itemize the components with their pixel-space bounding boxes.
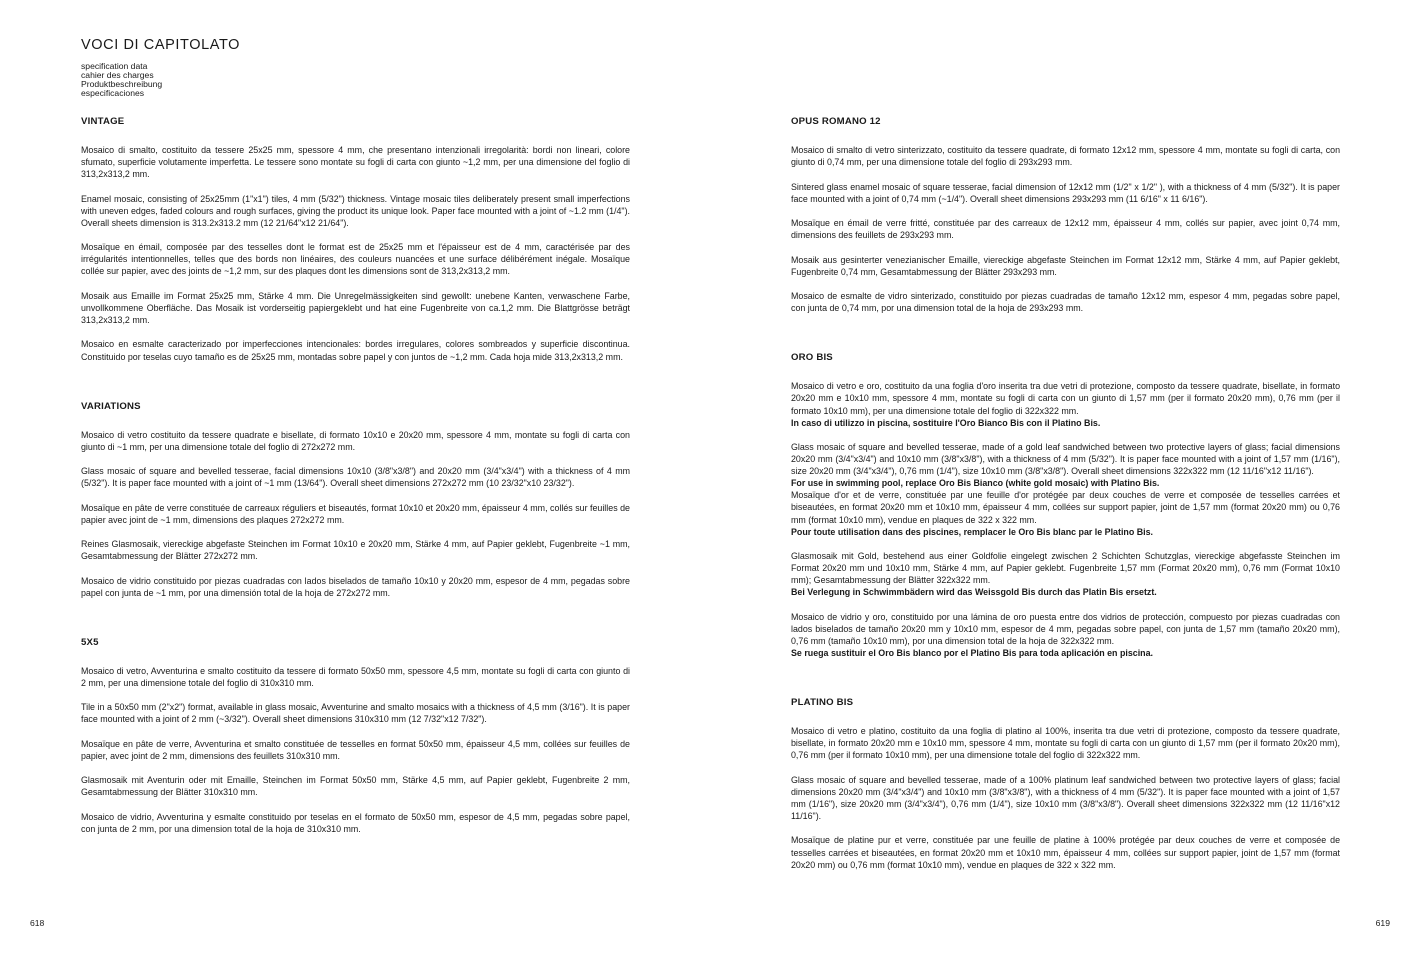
right-column: [791, 116, 1340, 909]
spec-text: Glasmosaik mit Gold, bestehend aus einer Goldfolie eingelegt zwischen 2 Schichten Schutzglas, viereckige abgefasste Steinchen im Format 20x20 mm und 10x10 mm, Stärke 4 mm, auf Papier geklebt. Fugenbreite 1,57 mm (Format 20x20 mm), 0,76 mm (Format 10x10 mm); Gesamtabmessung der Blätter 322x322 mm.: [791, 551, 1340, 586]
section-heading: VARIATIONS: [81, 400, 141, 412]
pool-usage-note: For use in swimming pool, replace Oro Bis Bianco (white gold mosaic) with Platino Bis.: [791, 478, 1160, 489]
section-heading: ORO BIS: [791, 352, 833, 364]
spec-paragraph: [81, 502, 630, 526]
spec-paragraph: [791, 144, 1340, 168]
spec-text: Mosaico de vidrio y oro, constituido por una lámina de oro puesta entre dos vidrios de protección, compuesto por piezas cuadradas con lados biselados de tamaño 20x20 mm y 10x10 mm, espesor de 4 mm, pegadas sobre papel, con junta de 1,57 mm (tamaño 20x20 mm), 0,76 mm (tamaño 10x10 mm), por una dimension total de la hoja de 322x322 mm.: [791, 611, 1340, 646]
spec-text: Mosaico di vetro, Avventurina e smalto costituito da tessere di formato 50x50 mm, spessore 4,5 mm, montate su fogli di carta con giunto di 2 mm, per una dimensione totale del foglio di 310x310 mm.: [81, 665, 630, 688]
pool-usage-note: Se ruega sustituir el Oro Bis blanco por el Platino Bis para toda aplicación en piscina.: [791, 647, 1153, 658]
spec-paragraph: [81, 738, 630, 762]
spec-paragraph: [791, 217, 1340, 241]
section-heading: OPUS ROMANO 12: [791, 116, 881, 127]
spec-paragraph: [791, 774, 1340, 822]
spec-text: Mosaico de vidrio, Avventurina y esmalte constituido por teselas en el formato de 50x50 mm, espesor de 4,5 mm, pegadas sobre papel, con junta de 2 mm, por una dimension total de la hoja de 310x310 mm.: [81, 811, 630, 834]
pool-usage-note: Pour toute utilisation dans des piscines, remplacer le Oro Bis blanc par le Platino Bis.: [791, 526, 1153, 537]
spec-text: Mosaico de esmalte de vidro sinterizado, constituido por piezas cuadradas de tamaño 12x12 mm, espesor 4 mm, pegadas sobre papel, con junta de 0,74 mm, por una dimension total de la hoja de 293x293 mm.: [791, 291, 1340, 314]
spec-paragraph: [81, 290, 630, 326]
spec-text: Glasmosaik mit Aventurin oder mit Emaille, Steinchen im Format 50x50 mm, Stärke 4,5 mm, auf Papier geklebt, Fugenbreite 2 mm, Gesamtabmessung der Blätter 310x310 mm.: [81, 775, 630, 798]
spec-text: Mosaïque en émail de verre fritté, constituée par des carreaux de 12x12 mm, épaisseur 4 mm, collés sur papier, avec joint 0,74 mm, dimensions des feuillets de 293x293 mm.: [791, 218, 1340, 241]
spec-text: Glass mosaic of square and bevelled tesserae, made of a gold leaf sandwiched between two protective layers of glass; facial dimensions 20x20 mm (3/4"x3/4") and 10x10 mm (3/8"x3/8"), with a thickness of 4 mm (5/32"). It is paper face mounted with a joint of 1,57 mm (1/16"), size 20x20 mm (3/4"x3/4"), 0,76 mm (1/4"), size 10x10 mm (3/8"x3/8"). Overall sheet dimensions 322x322 mm (12 11/16"x12 11/16").: [791, 441, 1340, 477]
spec-paragraph: [791, 441, 1340, 538]
right-page: [710, 0, 1420, 968]
spec-text: Mosaïque en pâte de verre, Avventurina et smalto constituée de tesselles en format 50x50 mm, épaisseur 4,5 mm, collées sur feuilles de papier, avec joint de 2 mm, dimensions des feuillets 310x310 mm.: [81, 738, 630, 761]
spec-paragraph: [81, 665, 630, 689]
spec-text: Mosaïque d'or et de verre, constituée par une feuille d'or protégée par deux couches de verre et composée de tesselles carrées et biseautées, en format 20x20 mm et 10x10 mm, épaisseur 4 mm, collées sur support papier, joint de 1,57 mm (format 20x20 mm) ou 0,76 mm (format 10x10 mm), vendue en plaques de 322 x 322 mm.: [791, 490, 1340, 525]
left-column: [81, 116, 630, 873]
spec-section: [81, 401, 630, 599]
spec-paragraph: [791, 834, 1340, 870]
spec-section: [791, 352, 1340, 659]
spec-paragraph: [791, 611, 1340, 659]
spec-paragraph: [81, 193, 630, 229]
spec-paragraph: [791, 181, 1340, 205]
page-number: 619: [1375, 918, 1390, 928]
spec-text: Tile in a 50x50 mm (2"x2") format, available in glass mosaic, Avventurine and smalto mosaics with a thickness of 4,5 mm (3/16"). It is paper face mounted with a joint of 2 mm (~3/32"). Overall sheet dimensions 310x310 mm (12 7/32"x12 7/32").: [81, 702, 630, 725]
section-heading: VINTAGE: [81, 116, 125, 127]
section-heading: PLATINO BIS: [791, 697, 854, 709]
spec-paragraph: [791, 380, 1340, 428]
spec-text: Mosaik aus gesinterter venezianischer Emaille, viereckige abgefaste Steinchen im Format 12x12 mm, Stärke 4 mm, auf Papier geklebt, Fugenbreite 0,74 mm, Gesamtabmessung der Blätter 293x293 mm.: [791, 254, 1340, 277]
section-heading: 5X5: [81, 636, 99, 648]
spec-text: Mosaico di smalto di vetro sinterizzato, costituito da tessere quadrate, di formato 12x12 mm, spessore 4 mm, montate su fogli di carta, con giunto di 0,74 mm, per una dimensione totale del foglio di 293x293 mm.: [791, 145, 1340, 168]
spec-section: [791, 116, 1340, 314]
spec-paragraph: [81, 811, 630, 835]
spec-paragraph: [81, 241, 630, 277]
spec-text: Reines Glasmosaik, viereckige abgefaste Steinchen im Format 10x10 e 20x20 mm, Stärke 4 mm, auf Papier geklebt, Fugenbreite ~1 mm, Gesamtabmessung der Blätter 272x272 mm.: [81, 539, 630, 562]
spec-paragraph: [81, 538, 630, 562]
spec-text: Mosaïque en émail, composée par des tesselles dont le format est de 25x25 mm et l'épaisseur est de 4 mm, caractérisée par des irrégularités intentionnelles, telles que des bords non linéaires, des couleurs nuancées et une surface délibérément inégale. Mosaïque collée sur papier, avec des joints de ~1,2 mm, sur des plaques dont les dimensions sont de 313,2x313,2 mm.: [81, 242, 630, 277]
spec-text: Glass mosaic of square and bevelled tesserae, made of a 100% platinum leaf sandwiched between two protective layers of glass; facial dimensions 20x20 mm (3/4"x3/4") and 10x10 mm (3/8"x3/8"), with a thickness of 4 mm (5/32"). It is paper face mounted with a joint of 1,57 mm (1/16"), size 20x20 mm (3/4"x3/4"), 0,76 mm (1/4"), size 10x10 mm (3/8"x3/8"). Overall sheet dimensions 322x322 mm (12 11/16"x12 11/16").: [791, 774, 1340, 822]
spec-paragraph: [81, 338, 630, 362]
page-title: VOCI DI CAPITOLATO: [81, 37, 241, 53]
subtitle-line: specification data: [81, 61, 148, 71]
spec-paragraph: [81, 701, 630, 725]
spec-text: Mosaico de vidrio constituido por piezas cuadradas con lados biselados de tamaño 10x10 y 20x20 mm, espesor de 4 mm, pegadas sobre papel con junta de ~1 mm, por una dimensión total de la hoja de 272x272 mm.: [81, 575, 630, 598]
page-number: 618: [30, 918, 45, 928]
spec-text: Sintered glass enamel mosaic of square tesserae, facial dimension of 12x12 mm (1/2" x 1/2" ), with a thickness of 4 mm (5/32"). It is paper face mounted with a joint of 0,74 mm (~1/4"). Overall sheet dimensions 293x293 mm (11 6/16" x 11 6/16").: [791, 181, 1340, 204]
spec-paragraph: [791, 550, 1340, 598]
spec-paragraph: [81, 465, 630, 489]
subtitle-line: especificaciones: [81, 88, 145, 98]
spec-text: Mosaïque en pâte de verre constituée de carreaux réguliers et biseautés, format 10x10 et 20x20 mm, épaisseur 4 mm, collés sur feuilles de papier avec joint de ~1 mm, dimensions des plaques 272x272 mm.: [81, 502, 630, 525]
spec-text: Glass mosaic of square and bevelled tesserae, facial dimensions 10x10 (3/8"x3/8") and 20x20 mm (3/4"x3/4") with a thickness of 4 mm (5/32"). It is paper face mounted with a joint of ~1 mm (13/64"). Overall sheet dimensions 272x272 mm (10 23/32"x10 23/32").: [81, 466, 630, 489]
pool-usage-note: Bei Verlegung in Schwimmbädern wird das Weissgold Bis durch das Platin Bis ersetzt.: [791, 587, 1157, 598]
subtitle-list: [81, 62, 162, 98]
spec-text: Enamel mosaic, consisting of 25x25mm (1"x1") tiles, 4 mm (5/32") thickness. Vintage mosaic tiles deliberately present small imperfections with uneven edges, faded colours and rough surfaces, giving the product its unique look. Paper face mounted with a joint of ~1.2 mm (1/4"). Overall sheets dimension is 313.2x313.2 mm (12 21/64"x12 21/64").: [81, 193, 630, 228]
spec-text: Mosaico di vetro e platino, costituito da una foglia di platino al 100%, inserita tra due vetri di protezione, composto da tessere quadrate, bisellate, in formato 20x20 mm e 10x10 mm, spessore 4 mm, montate su fogli di carta con un giunto di 1,57 mm (per il formato 20x20 mm), 0,76 mm (per il formato 10x10 mm), per una dimensione totale del foglio di 322x322 mm.: [791, 726, 1340, 761]
spec-paragraph: [81, 429, 630, 453]
spec-text: Mosaik aus Emaille im Format 25x25 mm, Stärke 4 mm. Die Unregelmässigkeiten sind gewollt: unebene Kanten, verwaschene Farbe, unvollkommene Oberfläche. Das Mosaik ist vorderseitig papiergeklebt und hat eine Fugenbreite von ca.1,2 mm. Die Blattgrösse beträgt 313,2x313,2 mm.: [81, 290, 630, 326]
spec-paragraph: [791, 254, 1340, 278]
spec-paragraph: [81, 144, 630, 180]
pool-usage-note: In caso di utilizzo in piscina, sostituire l'Oro Bianco Bis con il Platino Bis.: [791, 417, 1101, 428]
spec-text: Mosaico di vetro e oro, costituito da una foglia d'oro inserita tra due vetri di protezione, composto da tessere quadrate, bisellate, in formato 20x20 mm e 10x10 mm, spessore 4 mm, montate su fogli di carta con un giunto di 1,57 mm (per il formato 20x20 mm), 0,76 mm (per il formato 10x10 mm), per una dimensione totale del foglio di 322x322 mm.: [791, 381, 1340, 416]
spec-paragraph: [791, 290, 1340, 314]
spec-section: [81, 116, 630, 363]
subtitle-line: cahier des charges: [81, 70, 154, 80]
spec-text: Mosaïque de platine pur et verre, constituée par une feuille de platine à 100% protégée par deux couches de verre et composée de tesselles carrées et biseautées, en format 20x20 mm et 10x10 mm, épaisseur 4 mm, collées sur support papier, joint de 1,57 mm (format 20x20 mm) ou 0,76 mm (format 10x10 mm), vendue en plaques de 322 x 322 mm.: [791, 835, 1340, 870]
spec-text: Mosaico di vetro costituito da tessere quadrate e bisellate, di formato 10x10 e 20x20 mm, spessore 4 mm, montate su fogli di carta con giunto di ~1 mm, per una dimensione totale del foglio di 272x272 mm.: [81, 429, 630, 452]
spec-paragraph: [81, 575, 630, 599]
spec-paragraph: [791, 725, 1340, 761]
spec-section: [791, 697, 1340, 871]
subtitle-line: Produktbeschreibung: [81, 79, 163, 89]
spec-section: [81, 637, 630, 835]
spec-text: Mosaico di smalto, costituito da tessere 25x25 mm, spessore 4 mm, che presentano intenzionali irregolarità: bordi non lineari, colore sfumato, superficie volutamente imperfetta. Le tessere sono montate su fogli di carta con giunto ~1,2 mm, per una dimensione del foglio di 313,2x313,2 mm.: [81, 145, 630, 180]
spec-paragraph: [81, 774, 630, 798]
spec-text: Mosaico en esmalte caracterizado por imperfecciones intencionales: bordes irregulares, colores sombreados y superficie discontinua. Constituido por teselas cuyo tamaño es de 25x25 mm, montadas sobre papel y con juntos de ~1,2 mm. Cada hoja mide 313,2x313,2 mm.: [81, 339, 630, 362]
